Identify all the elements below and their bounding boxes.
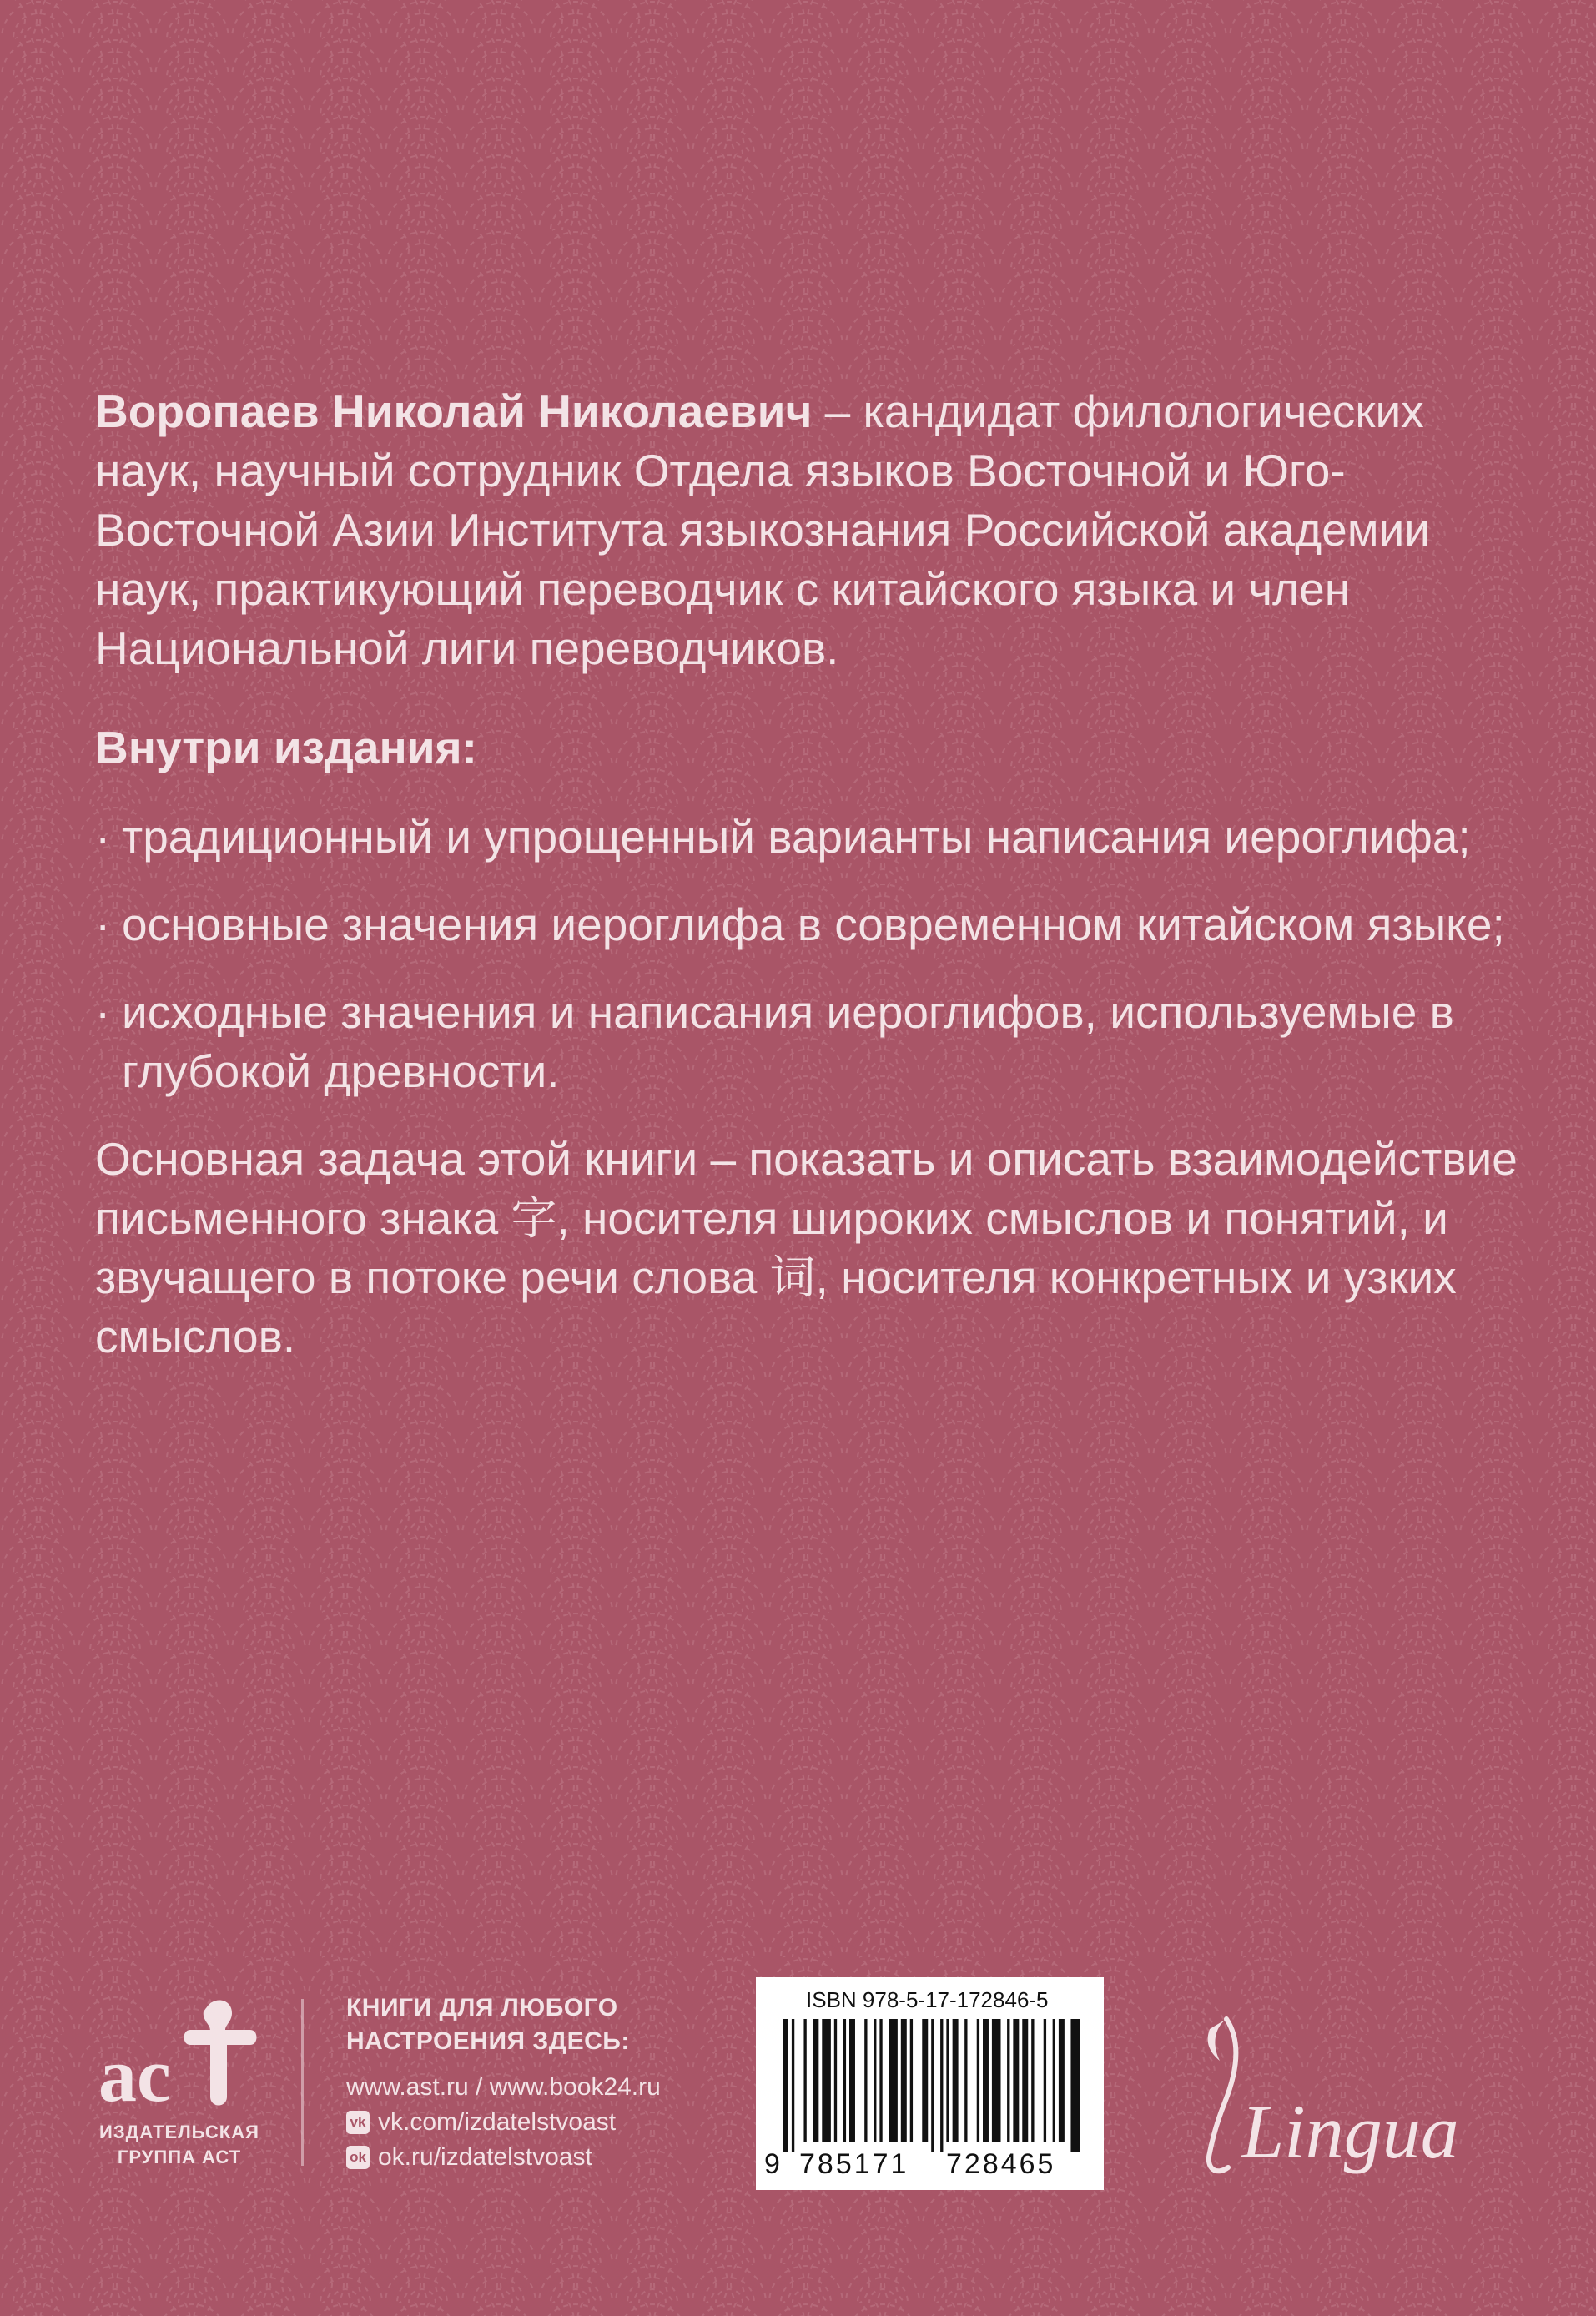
barcode-bar bbox=[922, 2019, 928, 2142]
features-list bbox=[95, 808, 1530, 1101]
barcode-bar bbox=[983, 2019, 989, 2142]
barcode-bar bbox=[874, 2019, 876, 2142]
ok-link[interactable]: ok ok.ru/izdatelstvoast bbox=[346, 2140, 661, 2175]
sites-link[interactable]: www.ast.ru / www.book24.ru bbox=[346, 2073, 661, 2101]
barcode-bar bbox=[1059, 2019, 1065, 2142]
list-item: · исходные значения и написания иероглифов, используемые в глубокой древности. bbox=[95, 983, 1530, 1101]
barcode-bar bbox=[910, 2019, 913, 2142]
barcode-bar bbox=[792, 2019, 794, 2152]
barcode-bar bbox=[1031, 2019, 1034, 2142]
odnoklassniki-icon: ok bbox=[346, 2146, 370, 2169]
barcode-bar bbox=[931, 2019, 934, 2152]
author-bio bbox=[95, 382, 1530, 678]
ean-right-group: 728465 bbox=[946, 2148, 1056, 2180]
isbn-label: ISBN 978-5-17-172846-5 bbox=[806, 1987, 1049, 2012]
publisher-info bbox=[346, 1991, 661, 2175]
barcode-bar bbox=[964, 2019, 967, 2142]
barcode-bar bbox=[946, 2019, 949, 2142]
isbn-barcode bbox=[756, 1977, 1104, 2190]
author-bio-text: – кандидат филологических наук, научный сотрудник Отдела языков Восточной и Юго-Восточной Азии Института языкознания Российской академии наук, практикующий переводчик с китайского языка и член Национальной лиги переводчиков. bbox=[95, 385, 1431, 674]
ean-left-group: 785171 bbox=[799, 2148, 909, 2180]
barcode-bar bbox=[834, 2019, 837, 2142]
barcode-bar bbox=[843, 2019, 846, 2142]
barcode-bar bbox=[1053, 2019, 1055, 2142]
ean-digits bbox=[756, 2148, 1104, 2182]
barcode-bar bbox=[1070, 2019, 1080, 2152]
barcode-bar bbox=[1044, 2019, 1046, 2142]
barcode-bar bbox=[803, 2019, 806, 2142]
info-title: КНИГИ ДЛЯ ЛЮБОГО НАСТРОЕНИЯ ЗДЕСЬ: bbox=[346, 1994, 630, 2055]
bullet-dot: · bbox=[95, 811, 111, 863]
list-item: · традиционный и упрощенный варианты написания иероглифа; bbox=[95, 808, 1530, 867]
barcode-bar bbox=[992, 2019, 1001, 2142]
barcode-bar bbox=[879, 2019, 882, 2142]
vk-link[interactable]: vk vk.com/izdatelstvoast bbox=[346, 2105, 661, 2140]
ast-caption: ИЗДАТЕЛЬСКАЯ ГРУППА АСТ bbox=[99, 2122, 259, 2167]
lingua-wordmark: Lingua bbox=[1241, 2089, 1459, 2174]
barcode-bar bbox=[1007, 2019, 1009, 2142]
ean-first-digit: 9 bbox=[764, 2148, 780, 2180]
ast-logo bbox=[92, 1996, 267, 2170]
bullet-dot: · bbox=[95, 986, 111, 1038]
barcode-bar bbox=[783, 2019, 788, 2152]
vk-icon: vk bbox=[346, 2111, 370, 2134]
barcode-bars bbox=[783, 2019, 1083, 2152]
barcode-bar bbox=[901, 2019, 907, 2142]
barcode-bar bbox=[889, 2019, 898, 2142]
barcode-bar bbox=[849, 2019, 855, 2142]
barcode-bar bbox=[813, 2019, 818, 2142]
lingua-logo bbox=[1176, 2011, 1477, 2194]
inside-heading: Внутри издания: bbox=[95, 722, 477, 773]
footer-divider bbox=[301, 1999, 304, 2166]
barcode-bar bbox=[1013, 2019, 1019, 2142]
barcode-bar bbox=[822, 2019, 831, 2142]
back-cover-text bbox=[95, 382, 1530, 1367]
author-name: Воропаев Николай Николаевич bbox=[95, 385, 813, 437]
barcode-bar bbox=[940, 2019, 943, 2152]
bullet-dot: · bbox=[95, 899, 111, 950]
barcode-bar bbox=[864, 2019, 867, 2142]
summary-paragraph: Основная задача этой книги – показать и описать взаимодействие письменного знака 字, носителя широких смыслов и понятий, и звучащего в потоке речи слова 词, носителя конкретных и узких смыслов. bbox=[95, 1133, 1518, 1362]
ast-logo-mark bbox=[92, 1996, 267, 2113]
svg-text:ac: ac bbox=[98, 2032, 171, 2113]
barcode-bar bbox=[977, 2019, 979, 2142]
list-item: · основные значения иероглифа в современном китайском языке; bbox=[95, 895, 1530, 954]
barcode-bar bbox=[1022, 2019, 1028, 2142]
barcode-bar bbox=[953, 2019, 959, 2142]
